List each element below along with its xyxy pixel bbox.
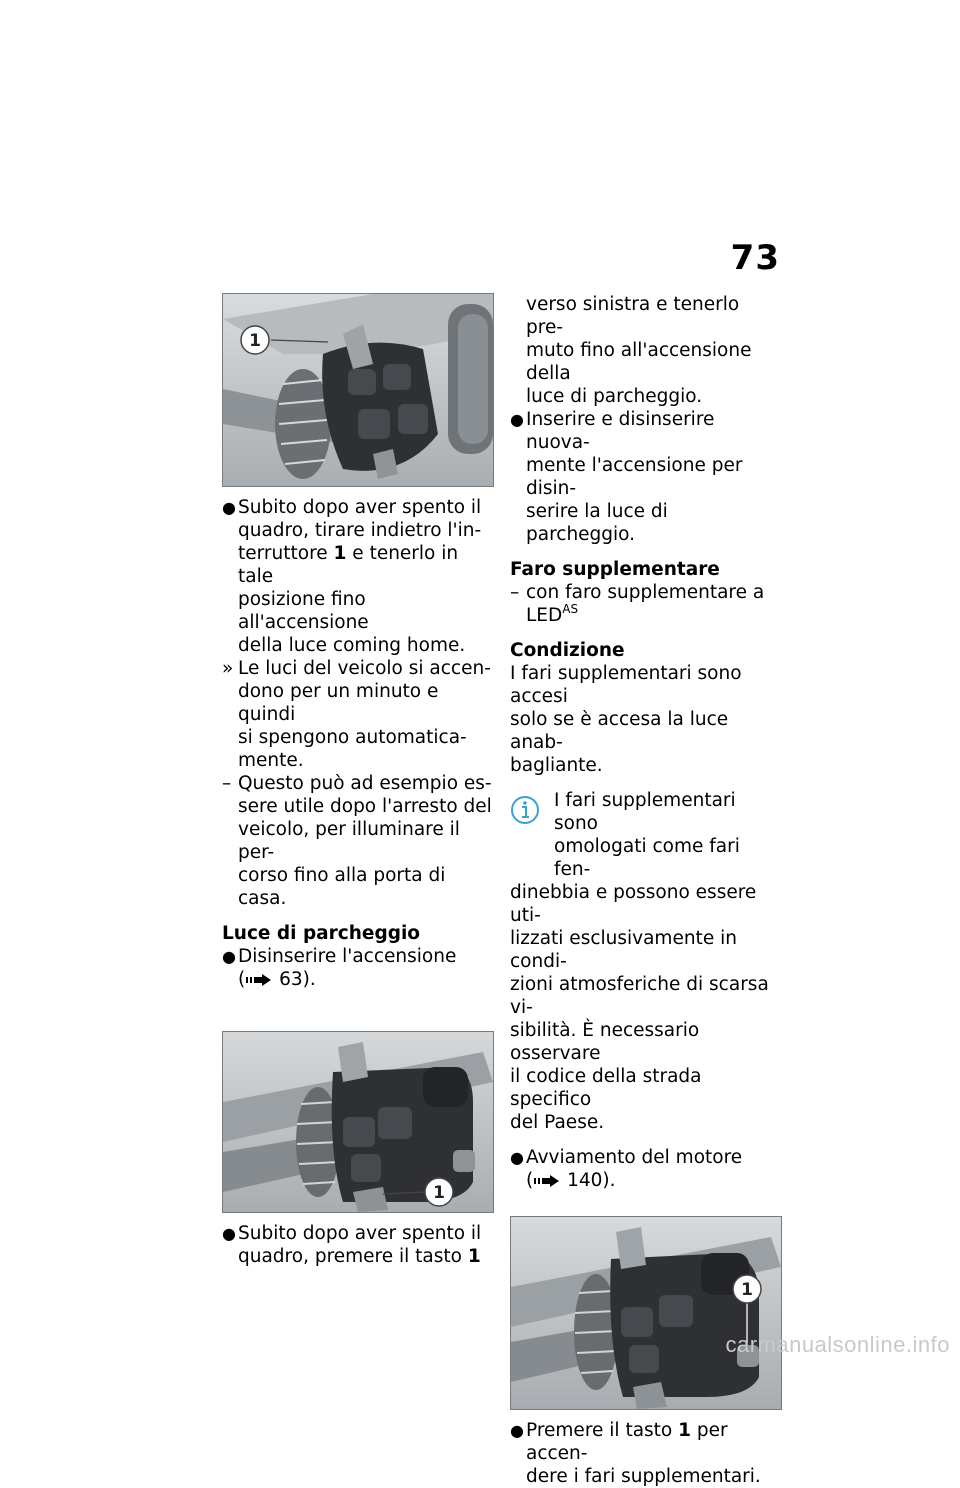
result-arrow-icon: » — [222, 658, 234, 679]
photo-handlebar-switch-2 — [222, 1031, 494, 1213]
heading-condition: Condizione — [510, 640, 625, 661]
bullet-dot-icon: ● — [222, 1224, 236, 1243]
bullet-dot-icon: ● — [510, 1421, 524, 1440]
heading-auxiliary-light: Faro supplementare — [510, 559, 720, 580]
bullet-dot-icon: ● — [510, 410, 524, 429]
continuation-text: verso sinistra e tenerlo pre- muto fino all'accensione della luce di parcheggio. — [526, 294, 752, 407]
photo-handlebar-switch-3 — [510, 1216, 782, 1410]
switch-illustration-2 — [223, 1032, 493, 1212]
bullet-dot-icon: ● — [222, 498, 236, 517]
page-ref-arrow-icon — [245, 974, 273, 986]
photo1-callout-label: 1 — [249, 331, 261, 351]
option-superscript: AS — [562, 601, 579, 616]
page-ref-arrow-icon — [533, 1175, 561, 1187]
result-lights: » Le luci del veicolo si accen- dono per un minuto e quindi si spengono automatica- mente. — [222, 658, 491, 771]
dash-note-usage: – Questo può ad esempio es- sere utile dopo l'arresto del veicolo, per illuminare il per- corso fino alla porta di casa. — [222, 773, 492, 909]
photo-handlebar-switch-1 — [222, 293, 494, 487]
right-column — [510, 293, 782, 1488]
photo2-callout-label: 1 — [433, 1183, 445, 1203]
bullet-press-aux-button: ● Premere il tasto 1 per accen- dere i fari supplementari. — [510, 1420, 761, 1487]
dash-icon: – — [510, 582, 520, 603]
bullet-ignition-off: ● Disinserire l'accensione ( 63). — [222, 946, 457, 990]
dash-led-option: – con faro supplementare a $LED^{AS}$ — [510, 582, 765, 626]
watermark-footer: carmanualsonline.info — [725, 1332, 950, 1357]
info-icon — [510, 791, 544, 825]
switch-illustration-1 — [223, 294, 493, 486]
bullet-dot-icon: ● — [222, 947, 236, 966]
bullet-coming-home: ● Subito dopo aver spento il quadro, tirare indietro l'in- terruttore 1 e tenerlo in tale posizione fino all'accensione della luce coming home. — [222, 497, 482, 656]
page-number: 73 — [730, 238, 780, 278]
info-note: I fari supplementari sono omologati come fari fen- dinebbia e possono essere uti- lizzati esclusivamente in condi- zioni atmosferiche di scarsa vi- sibilità. È necessario osservare il codice della strada specifico del Paese. — [510, 790, 769, 1133]
bullet-toggle-ignition: ● Inserire e disinserire nuova- mente l'accensione per disin- serire la luce di parcheggio. — [510, 409, 743, 545]
condition-text: I fari supplementari sono accesi solo se è accesa la luce anab- bagliante. — [510, 663, 742, 776]
left-column — [222, 293, 494, 1268]
photo3-callout-label: 1 — [741, 1280, 753, 1300]
bullet-start-engine: ● Avviamento del motore ( 140). — [510, 1147, 743, 1191]
dash-icon: – — [222, 773, 232, 794]
switch-illustration-3 — [511, 1217, 781, 1409]
bullet-dot-icon: ● — [510, 1148, 524, 1167]
heading-parking-light: Luce di parcheggio — [222, 923, 421, 944]
bullet-press-button: ● Subito dopo aver spento il quadro, premere il tasto 1 — [222, 1223, 482, 1267]
